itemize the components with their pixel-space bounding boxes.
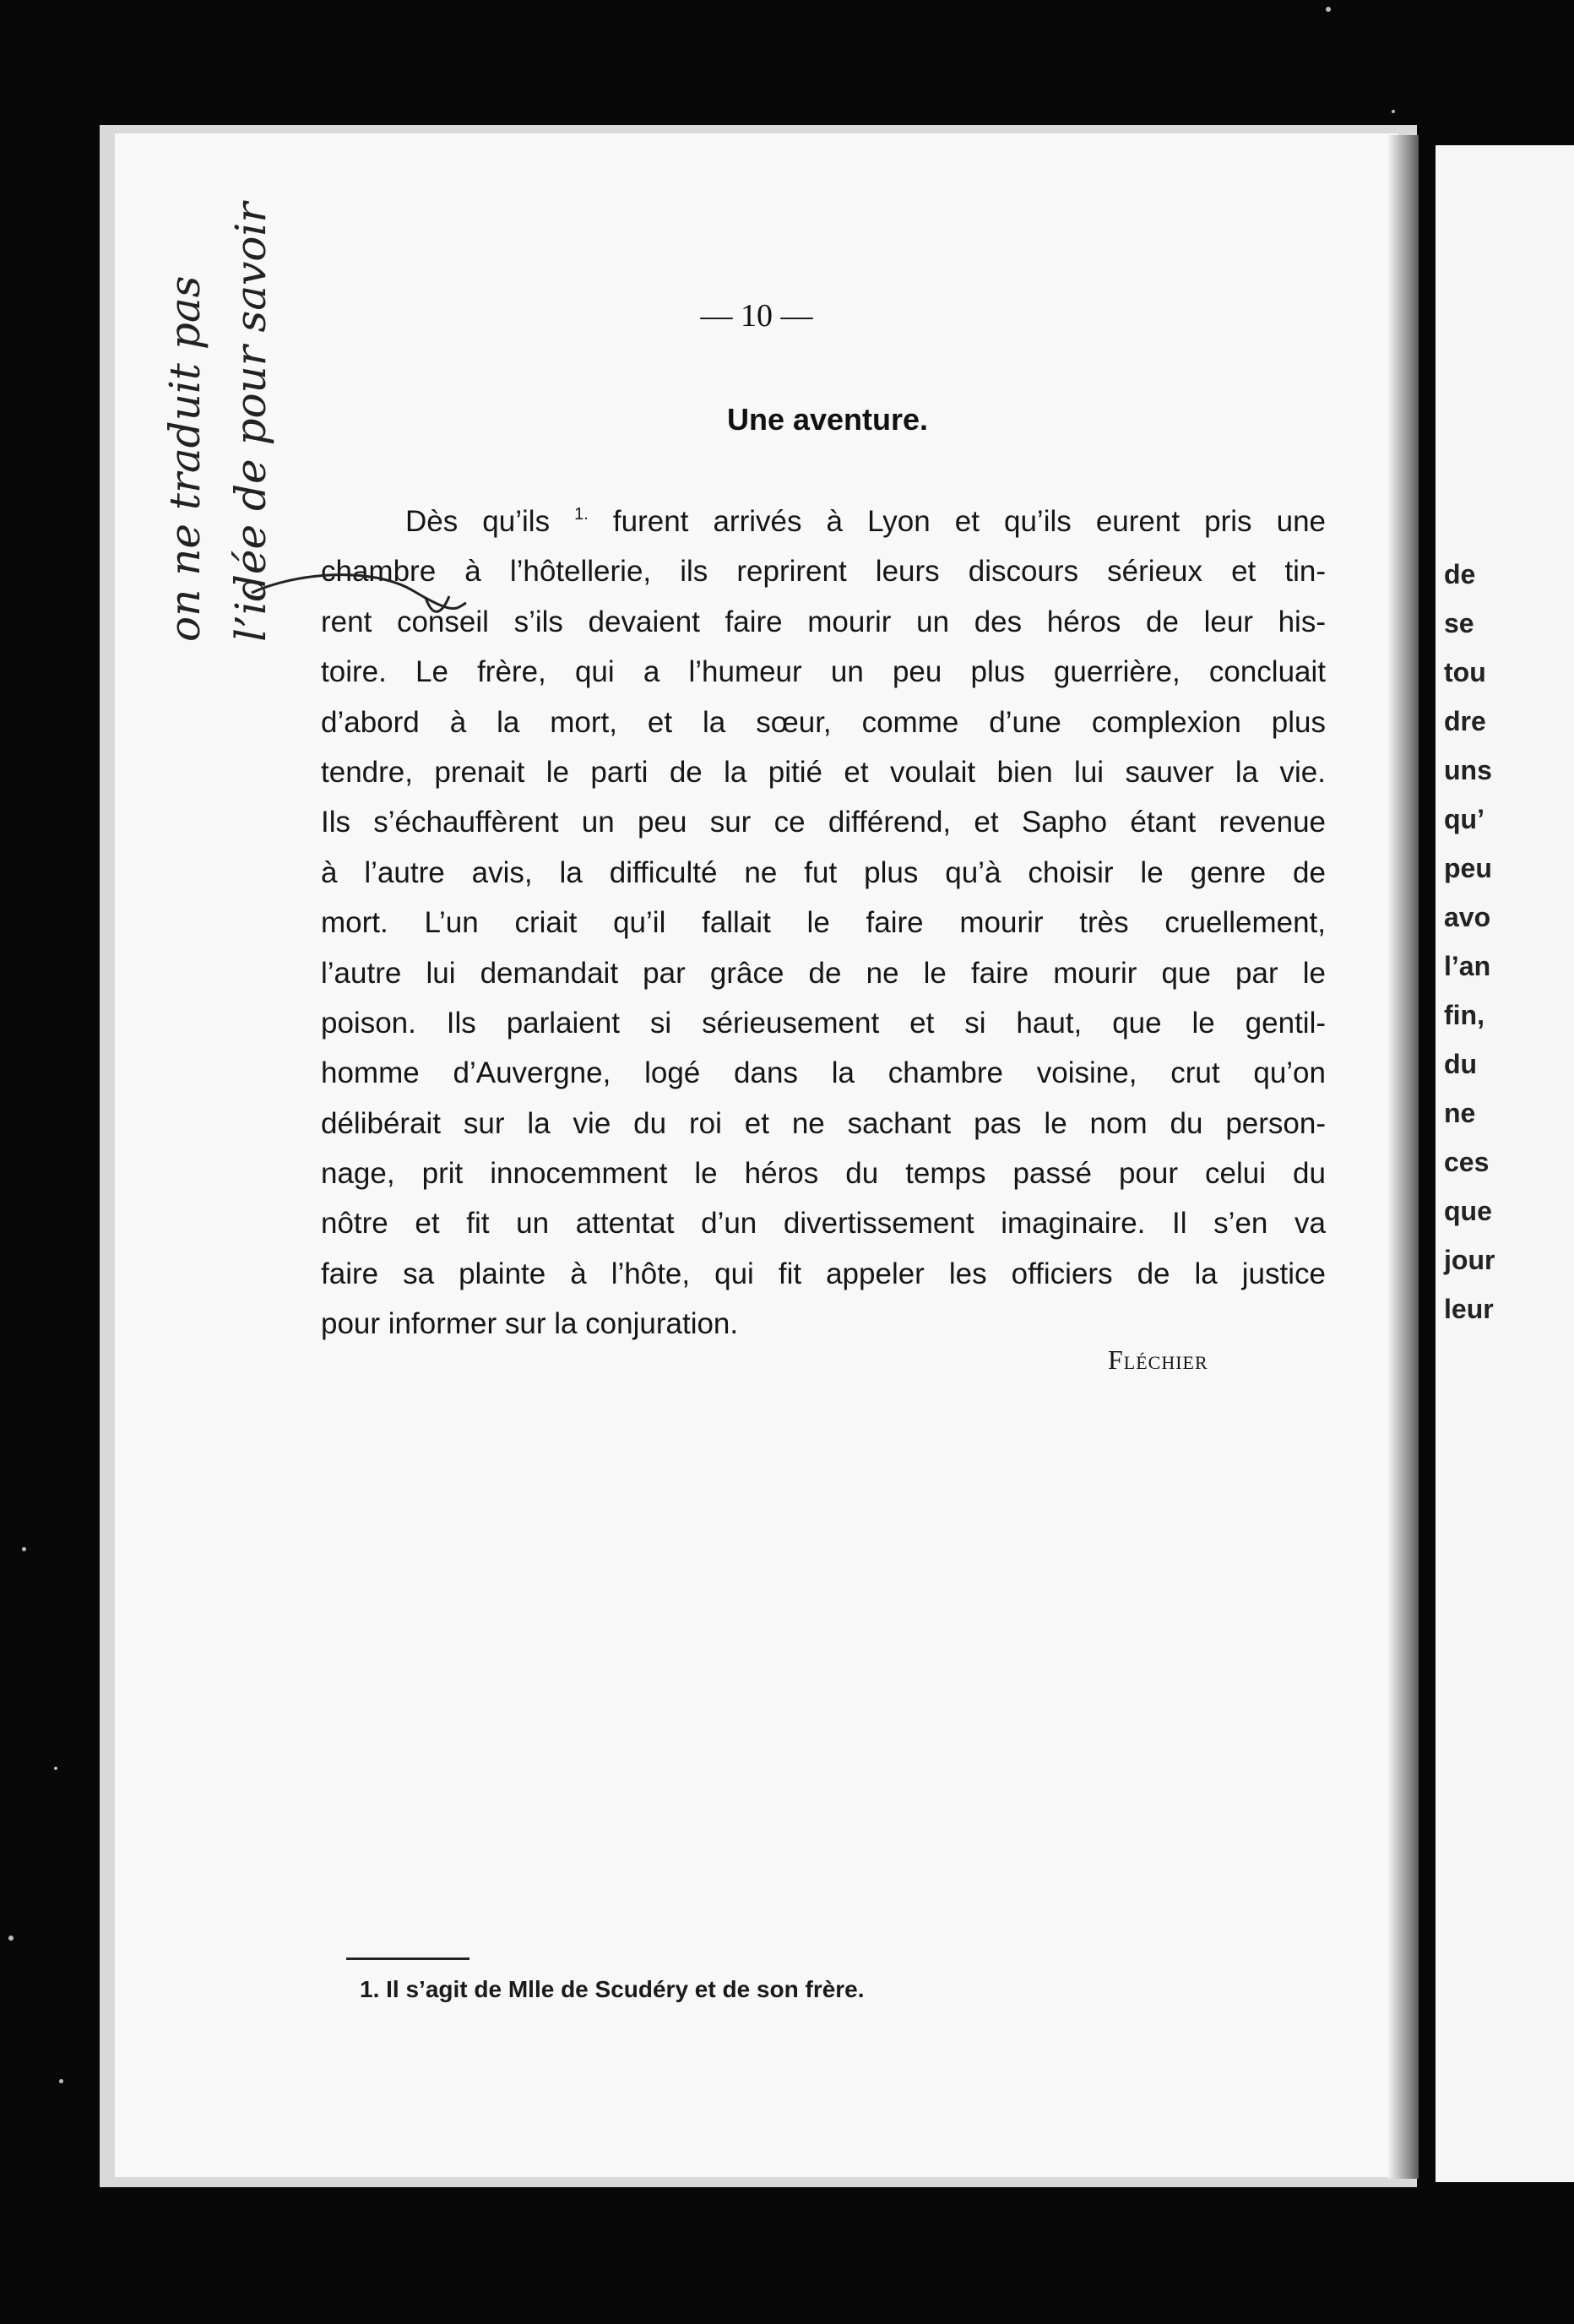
dust-speck bbox=[8, 1936, 14, 1941]
body-line: nage, prit innocemment le héros du temps passé pour celui du bbox=[321, 1157, 1326, 1191]
facing-line-start: avo bbox=[1444, 902, 1491, 932]
body-line: tendre, prenait le parti de la pitié et voulait bien lui sauver la vie. bbox=[321, 755, 1326, 789]
body-line: pour informer sur la conjuration. bbox=[321, 1307, 739, 1341]
dust-speck bbox=[54, 1767, 57, 1770]
footnote-rule bbox=[346, 1957, 469, 1960]
footnote-reference: 1. bbox=[574, 505, 589, 524]
gutter-shadow bbox=[1388, 135, 1419, 2179]
facing-line-start: tou bbox=[1444, 657, 1486, 687]
annotation-underline-stroke bbox=[245, 557, 532, 625]
facing-line-start: jour bbox=[1444, 1245, 1495, 1275]
facing-line-start: leur bbox=[1444, 1294, 1494, 1324]
facing-line-start: du bbox=[1444, 1049, 1478, 1079]
facing-line-start: que bbox=[1444, 1196, 1492, 1226]
body-line: l’autre lui demandait par grâce de ne le faire mourir que par le bbox=[321, 956, 1326, 990]
annotation-line: on ne traduit pas bbox=[160, 275, 209, 642]
body-line: rent conseil s’ils devaient faire mourir un des héros de leur his- bbox=[321, 605, 1326, 638]
facing-line-start: de bbox=[1444, 559, 1476, 589]
body-line: délibérait sur la vie du roi et ne sachant pas le nom du person- bbox=[321, 1106, 1326, 1140]
body-line: mort. L’un criait qu’il fallait le faire mourir très cruellement, bbox=[321, 906, 1326, 940]
dust-speck bbox=[59, 2079, 63, 2083]
body-line: toire. Le frère, qui a l’humeur un peu plus guerrière, concluait bbox=[321, 655, 1326, 689]
body-line: chambre à l’hôtellerie, ils reprirent leurs discours sérieux et tin- bbox=[321, 555, 1326, 589]
page-number: — 10 — bbox=[700, 298, 813, 334]
body-line: à l’autre avis, la difficulté ne fut plus qu’à choisir le genre de bbox=[321, 855, 1326, 889]
body-line-text: Dès qu’ils bbox=[405, 505, 575, 538]
dust-speck bbox=[1392, 110, 1395, 113]
body-line bbox=[321, 497, 1326, 546]
facing-line-start: se bbox=[1444, 608, 1474, 638]
body-line: faire sa plainte à l’hôte, qui fit appeler les officiers de la justice bbox=[321, 1257, 1326, 1290]
facing-line-start: l’an bbox=[1444, 951, 1491, 981]
facing-line-start: fin, bbox=[1444, 1000, 1484, 1030]
facing-line-start: qu’ bbox=[1444, 804, 1484, 834]
facing-line-start: peu bbox=[1444, 853, 1492, 883]
facing-page bbox=[1436, 145, 1574, 2182]
dust-speck bbox=[22, 1547, 26, 1551]
body-line: poison. Ils parlaient si sérieusement et si haut, que le gentil- bbox=[321, 1006, 1326, 1040]
body-line-text: furent arrivés à Lyon et qu’ils eurent pris une bbox=[588, 505, 1326, 538]
page-title: Une aventure. bbox=[726, 402, 929, 437]
author-signature: Fléchier bbox=[1108, 1344, 1208, 1375]
body-line: homme d’Auvergne, logé dans la chambre voisine, crut qu’on bbox=[321, 1056, 1326, 1090]
facing-line-start: ces bbox=[1444, 1147, 1490, 1177]
body-line: d’abord à la mort, et la sœur, comme d’une complexion plus bbox=[321, 705, 1326, 739]
facing-line-start: uns bbox=[1444, 755, 1492, 785]
annotation-line: l’idée de pour savoir bbox=[226, 202, 275, 642]
body-line: Ils s’échauffèrent un peu sur ce différend, et Sapho étant revenue bbox=[321, 806, 1326, 839]
footnote: 1. Il s’agit de Mlle de Scudéry et de son frère. bbox=[360, 1976, 865, 2002]
facing-line-start: ne bbox=[1444, 1098, 1476, 1128]
dust-speck bbox=[1326, 7, 1331, 12]
body-line: nôtre et fit un attentat d’un divertissement imaginaire. Il s’en va bbox=[321, 1207, 1326, 1241]
facing-line-start: dre bbox=[1444, 706, 1486, 736]
